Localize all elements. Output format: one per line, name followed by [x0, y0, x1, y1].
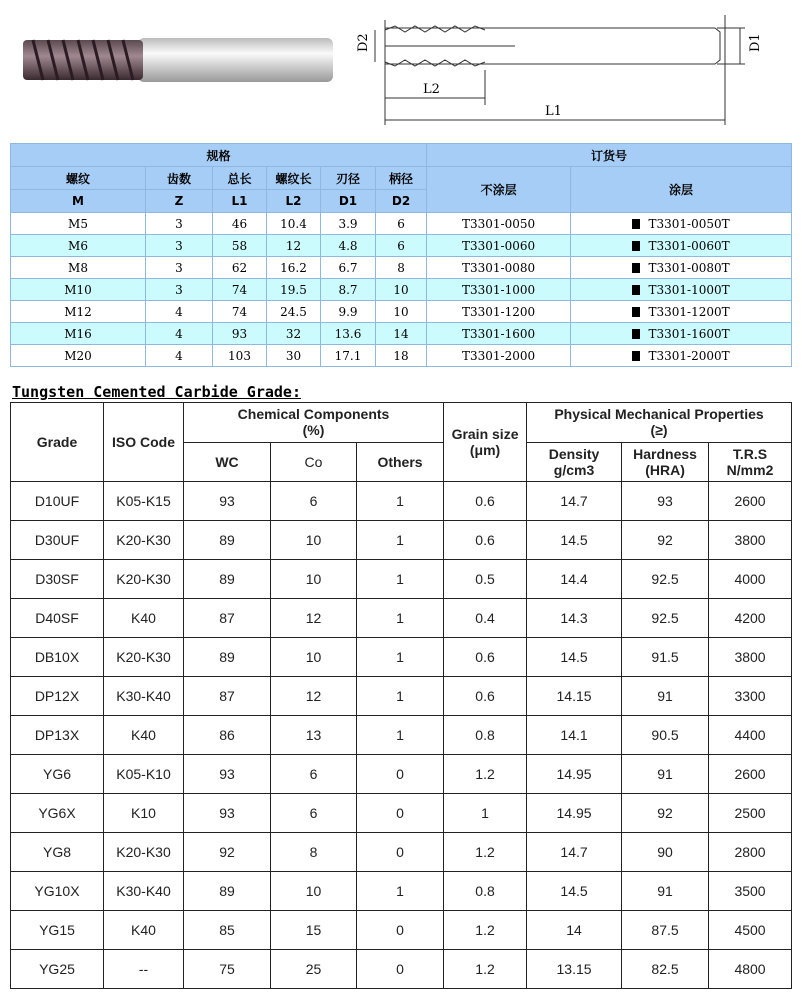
table-cell: T3301-1200 [427, 301, 571, 323]
table-cell: 0 [357, 794, 444, 833]
header-coated: 涂层 [571, 167, 792, 213]
header-cn: 柄径 [376, 167, 427, 190]
header-order: 订货号 [427, 144, 792, 167]
table-cell: 9.9 [321, 301, 376, 323]
table-cell: 1 [357, 599, 444, 638]
table-cell: 8 [376, 257, 427, 279]
table-cell: M5 [11, 213, 146, 235]
table-cell: 13 [271, 716, 357, 755]
header-trs-label: T.R.S [732, 445, 768, 462]
table-cell: 3 [146, 279, 213, 301]
table-cell: 87 [184, 677, 271, 716]
table-cell: 74 [213, 279, 267, 301]
header-cn: 总长 [213, 167, 267, 190]
table-cell: K20-K30 [104, 833, 184, 872]
table-cell: K40 [104, 911, 184, 950]
table-cell: K30-K40 [104, 872, 184, 911]
table-cell: 46 [213, 213, 267, 235]
table-cell: 0.8 [444, 872, 527, 911]
header-code: D1 [321, 190, 376, 213]
table-row [11, 301, 792, 323]
table-cell: 12 [271, 677, 357, 716]
header-grain-label: Grain size [451, 426, 519, 442]
table-row [11, 677, 792, 716]
label-l1: L1 [545, 104, 562, 119]
table-cell: 6 [376, 213, 427, 235]
header-grain-unit: (μm) [469, 442, 501, 458]
header-code: L2 [267, 190, 321, 213]
table-row [11, 872, 792, 911]
table-cell: 24.5 [267, 301, 321, 323]
table-cell: 93 [622, 482, 709, 521]
table-row [11, 599, 792, 638]
spec-table [10, 143, 792, 367]
table-cell: 1.2 [444, 911, 527, 950]
table-cell: 92 [622, 521, 709, 560]
header-grain [444, 403, 527, 482]
table-cell: 3800 [709, 521, 792, 560]
table-cell: 25 [271, 950, 357, 989]
table-row [11, 482, 792, 521]
header-hardness-unit: (HRA) [645, 461, 685, 478]
coated-code: T3301-0080T [648, 260, 730, 275]
table-row [11, 257, 792, 279]
table-cell: 1 [444, 794, 527, 833]
table-cell: M16 [11, 323, 146, 345]
header-density-unit: g/cm3 [553, 461, 595, 478]
table-cell: 14.4 [527, 560, 622, 599]
table-cell: 1 [357, 638, 444, 677]
table-cell: 2800 [709, 833, 792, 872]
table-cell: 90.5 [622, 716, 709, 755]
square-bullet-icon [632, 307, 640, 317]
header-cn: 螺纹长 [267, 167, 321, 190]
table-cell: DB10X [11, 638, 104, 677]
table-cell: 14.7 [527, 833, 622, 872]
coated-code: T3301-1600T [648, 326, 730, 341]
table-cell: K05-K15 [104, 482, 184, 521]
table-cell: YG25 [11, 950, 104, 989]
table-row [11, 213, 792, 235]
header-hardness-label: Hardness [633, 445, 697, 462]
coated-cell [571, 257, 792, 279]
table-row [11, 638, 792, 677]
table-cell: 0.4 [444, 599, 527, 638]
table-cell: 92.5 [622, 560, 709, 599]
coated-code: T3301-2000T [648, 348, 730, 363]
header-density-label: Density [548, 445, 600, 462]
table-cell: 90 [622, 833, 709, 872]
header-code: Z [146, 190, 213, 213]
table-cell: 0.6 [444, 521, 527, 560]
header-trs-unit: N/mm2 [726, 461, 774, 478]
table-cell: M10 [11, 279, 146, 301]
header-trs [709, 442, 792, 482]
table-cell: T3301-0060 [427, 235, 571, 257]
table-cell: 3800 [709, 638, 792, 677]
table-cell: YG6X [11, 794, 104, 833]
table-cell: 2600 [709, 482, 792, 521]
table-cell: 6 [271, 794, 357, 833]
table-cell: 14.15 [527, 677, 622, 716]
table-cell: T3301-1600 [427, 323, 571, 345]
table-cell: 4.8 [321, 235, 376, 257]
header-chem [184, 403, 444, 443]
coated-code: T3301-1000T [648, 282, 730, 297]
table-cell: 75 [184, 950, 271, 989]
table-cell: 14.7 [527, 482, 622, 521]
table-cell: YG15 [11, 911, 104, 950]
table-cell: 18 [376, 345, 427, 367]
table-row [11, 755, 792, 794]
table-cell: 6 [271, 755, 357, 794]
table-cell: DP12X [11, 677, 104, 716]
table-row [11, 911, 792, 950]
table-cell: 10 [271, 560, 357, 599]
coated-cell [571, 213, 792, 235]
square-bullet-icon [632, 219, 640, 229]
end-mill-photo [18, 30, 338, 90]
table-cell: 0 [357, 755, 444, 794]
table-cell: 3 [146, 235, 213, 257]
table-cell: K40 [104, 599, 184, 638]
header-code: L1 [213, 190, 267, 213]
table-cell: 1.2 [444, 755, 527, 794]
coated-cell [571, 301, 792, 323]
table-cell: 4 [146, 301, 213, 323]
table-cell: T3301-0050 [427, 213, 571, 235]
table-row [11, 950, 792, 989]
coated-cell [571, 235, 792, 257]
header-code: M [11, 190, 146, 213]
table-cell: 91 [622, 755, 709, 794]
table-cell: 14.5 [527, 872, 622, 911]
table-cell: 3500 [709, 872, 792, 911]
table-cell: 14.95 [527, 755, 622, 794]
table-cell: 4500 [709, 911, 792, 950]
table-cell: 91.5 [622, 638, 709, 677]
table-cell: 0.6 [444, 677, 527, 716]
table-cell: 0 [357, 911, 444, 950]
table-cell: 14.95 [527, 794, 622, 833]
header-cn: 螺纹 [11, 167, 146, 190]
label-d2: D2 [356, 33, 371, 52]
table-cell: 91 [622, 872, 709, 911]
table-cell: 1 [357, 521, 444, 560]
table-cell: 92 [184, 833, 271, 872]
table-cell: D30SF [11, 560, 104, 599]
header-grade: Grade [11, 403, 104, 482]
square-bullet-icon [632, 351, 640, 361]
coated-cell [571, 323, 792, 345]
table-cell: 6 [271, 482, 357, 521]
table-cell: 17.1 [321, 345, 376, 367]
coated-code: T3301-0060T [648, 238, 730, 253]
table-row [11, 235, 792, 257]
header-spec: 规格 [11, 144, 427, 167]
table-cell: 3300 [709, 677, 792, 716]
table-cell: 92.5 [622, 599, 709, 638]
table-cell: 32 [267, 323, 321, 345]
table-cell: 0 [357, 950, 444, 989]
table-cell: 10 [376, 301, 427, 323]
coated-code: T3301-0050T [648, 216, 730, 231]
table-cell: K10 [104, 794, 184, 833]
table-row [11, 716, 792, 755]
table-cell: 2500 [709, 794, 792, 833]
table-cell: YG6 [11, 755, 104, 794]
header-chem-label: Chemical Components [237, 406, 390, 423]
table-cell: 14.1 [527, 716, 622, 755]
table-cell: 4 [146, 323, 213, 345]
table-row [11, 560, 792, 599]
table-cell: M20 [11, 345, 146, 367]
coated-cell [571, 279, 792, 301]
table-cell: 0 [357, 833, 444, 872]
table-cell: 10 [271, 872, 357, 911]
dimension-diagram [355, 10, 775, 135]
table-cell: YG8 [11, 833, 104, 872]
table-cell: 4400 [709, 716, 792, 755]
header-code: D2 [376, 190, 427, 213]
table-cell: K20-K30 [104, 638, 184, 677]
table-cell: M8 [11, 257, 146, 279]
table-cell: 1 [357, 560, 444, 599]
square-bullet-icon [632, 263, 640, 273]
grade-table-title: Tungsten Cemented Carbide Grade: [12, 383, 301, 401]
table-cell: 1 [357, 677, 444, 716]
table-cell: K20-K30 [104, 521, 184, 560]
table-cell: 10 [271, 638, 357, 677]
table-cell: 74 [213, 301, 267, 323]
table-cell: 8 [271, 833, 357, 872]
table-cell: 3.9 [321, 213, 376, 235]
table-cell: 14 [527, 911, 622, 950]
table-row [11, 323, 792, 345]
table-cell: 93 [184, 755, 271, 794]
table-cell: 1.2 [444, 833, 527, 872]
square-bullet-icon [632, 241, 640, 251]
table-cell: K40 [104, 716, 184, 755]
table-cell: 2600 [709, 755, 792, 794]
table-cell: T3301-1000 [427, 279, 571, 301]
table-cell: YG10X [11, 872, 104, 911]
table-cell: 4000 [709, 560, 792, 599]
table-row [11, 279, 792, 301]
table-cell: 89 [184, 638, 271, 677]
table-cell: 1 [357, 872, 444, 911]
table-cell: 1 [357, 716, 444, 755]
table-cell: 6 [376, 235, 427, 257]
table-cell: 8.7 [321, 279, 376, 301]
table-cell: D10UF [11, 482, 104, 521]
square-bullet-icon [632, 285, 640, 295]
table-cell: K30-K40 [104, 677, 184, 716]
header-density [527, 442, 622, 482]
label-l2: L2 [423, 82, 440, 97]
table-cell: 82.5 [622, 950, 709, 989]
table-cell: 13.6 [321, 323, 376, 345]
table-cell: 1 [357, 482, 444, 521]
table-cell: 0.6 [444, 482, 527, 521]
table-cell: 0.6 [444, 638, 527, 677]
square-bullet-icon [632, 329, 640, 339]
table-cell: 12 [271, 599, 357, 638]
label-d1: D1 [748, 33, 763, 52]
header-phys [527, 403, 792, 443]
coated-cell [571, 345, 792, 367]
header-phys-unit: (≥) [650, 422, 668, 439]
table-cell: 93 [184, 794, 271, 833]
table-cell: 93 [184, 482, 271, 521]
table-cell: 3 [146, 213, 213, 235]
table-cell: 3 [146, 257, 213, 279]
table-cell: 62 [213, 257, 267, 279]
table-cell: DP13X [11, 716, 104, 755]
table-row [11, 345, 792, 367]
table-cell: D30UF [11, 521, 104, 560]
table-cell: M12 [11, 301, 146, 323]
header-co: Co [271, 442, 357, 482]
table-cell: 14.5 [527, 638, 622, 677]
header-uncoated: 不涂层 [427, 167, 571, 213]
header-others: Others [357, 442, 444, 482]
table-cell: D40SF [11, 599, 104, 638]
header-iso: ISO Code [104, 403, 184, 482]
table-cell: 87.5 [622, 911, 709, 950]
table-cell: 30 [267, 345, 321, 367]
table-cell: -- [104, 950, 184, 989]
table-cell: T3301-2000 [427, 345, 571, 367]
table-cell: 4200 [709, 599, 792, 638]
table-cell: 19.5 [267, 279, 321, 301]
table-cell: 58 [213, 235, 267, 257]
table-cell: 10 [376, 279, 427, 301]
table-cell: M6 [11, 235, 146, 257]
table-cell: 14.3 [527, 599, 622, 638]
header-phys-label: Physical Mechanical Properties [554, 406, 764, 423]
table-row [11, 833, 792, 872]
coated-code: T3301-1200T [648, 304, 730, 319]
table-cell: 92 [622, 794, 709, 833]
header-hardness [622, 442, 709, 482]
table-cell: 14.5 [527, 521, 622, 560]
table-cell: 10 [271, 521, 357, 560]
table-cell: 103 [213, 345, 267, 367]
table-cell: 93 [213, 323, 267, 345]
table-row [11, 794, 792, 833]
table-cell: 6.7 [321, 257, 376, 279]
grade-table [10, 402, 792, 989]
table-cell: T3301-0080 [427, 257, 571, 279]
header-chem-unit: (%) [302, 422, 325, 439]
table-cell: 89 [184, 872, 271, 911]
table-cell: 85 [184, 911, 271, 950]
table-cell: 89 [184, 521, 271, 560]
table-cell: 16.2 [267, 257, 321, 279]
header-wc: WC [184, 442, 271, 482]
table-cell: 87 [184, 599, 271, 638]
table-cell: 4 [146, 345, 213, 367]
table-cell: 14 [376, 323, 427, 345]
header-cn: 齿数 [146, 167, 213, 190]
table-cell: 13.15 [527, 950, 622, 989]
table-cell: 12 [267, 235, 321, 257]
table-row [11, 521, 792, 560]
table-cell: 0.8 [444, 716, 527, 755]
table-cell: 0.5 [444, 560, 527, 599]
table-cell: 15 [271, 911, 357, 950]
table-cell: 10.4 [267, 213, 321, 235]
table-cell: 91 [622, 677, 709, 716]
table-cell: 89 [184, 560, 271, 599]
header-cn: 刃径 [321, 167, 376, 190]
table-cell: 86 [184, 716, 271, 755]
table-cell: 1.2 [444, 950, 527, 989]
table-cell: K05-K10 [104, 755, 184, 794]
table-cell: K20-K30 [104, 560, 184, 599]
table-cell: 4800 [709, 950, 792, 989]
